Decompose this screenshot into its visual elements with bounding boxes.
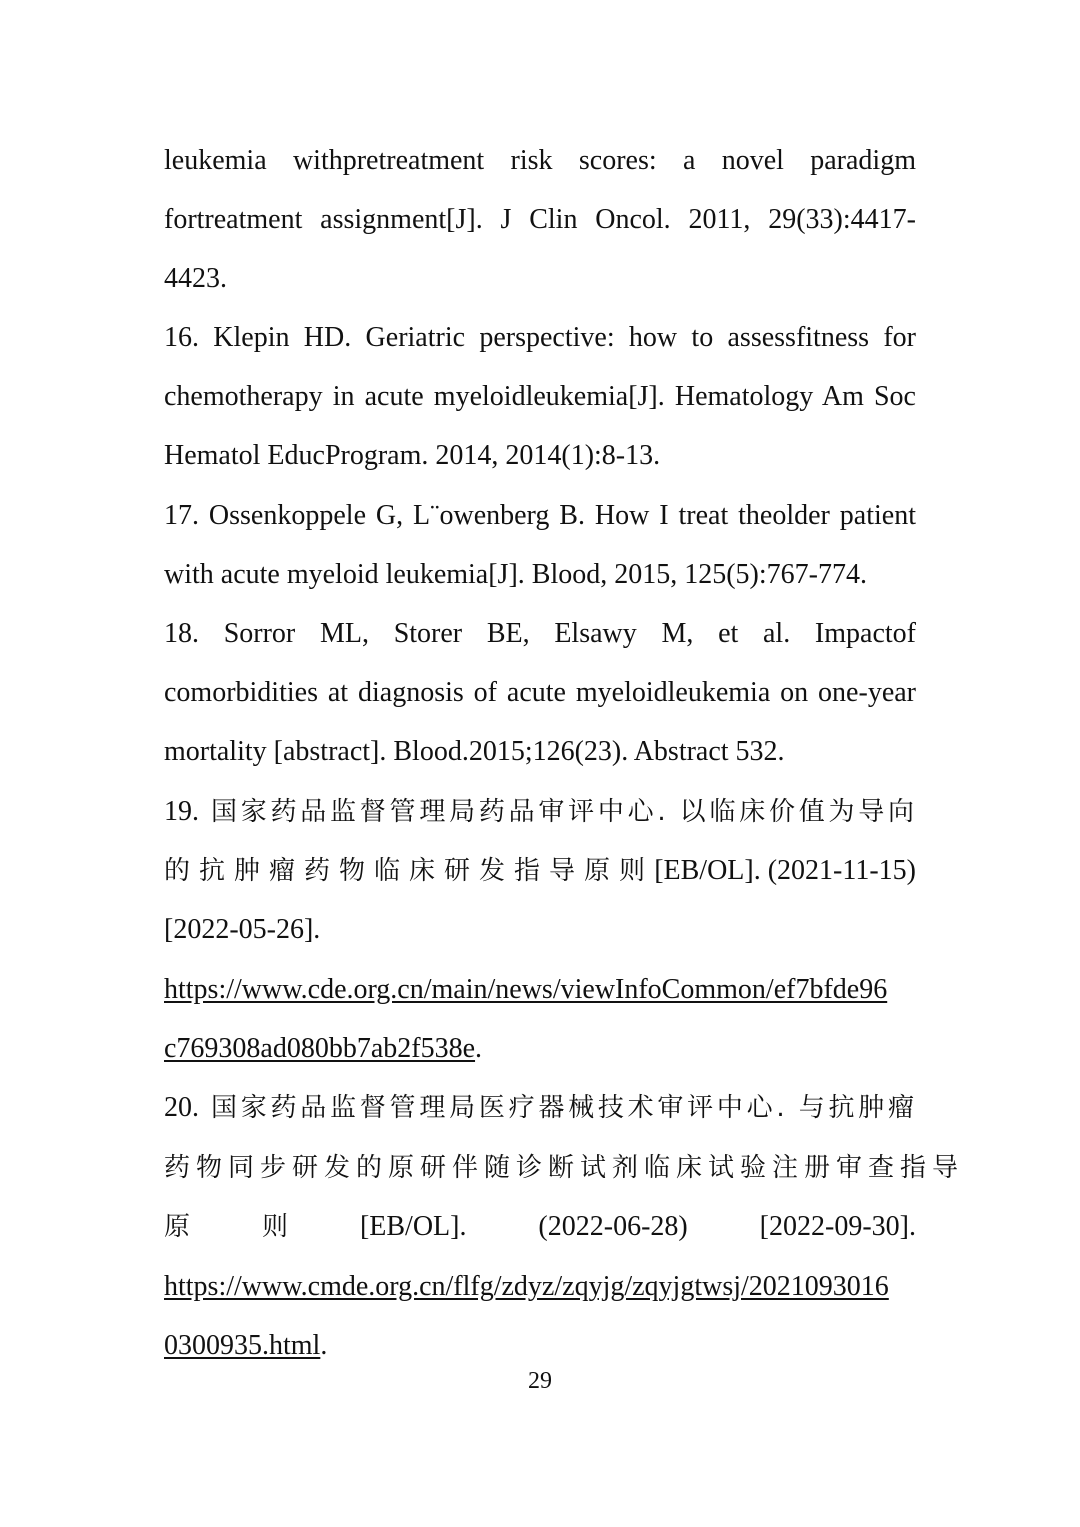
page-number: 29	[528, 1368, 552, 1394]
ref-19-guideline-cjk: 的抗肿瘤药物临床研发指导原则	[164, 856, 655, 886]
ref-20-cjk-char-1: 原	[164, 1212, 191, 1242]
ref-15-line-2: fortreatment assignment[J]. J Clin Oncol. 2011, 29(33):4417-	[164, 204, 916, 235]
ref-20-pub-date: (2022-06-28)	[538, 1211, 688, 1242]
ref-20-url-line-2[interactable]	[164, 1328, 916, 1364]
ref-20-access-date: [2022-09-30].	[759, 1211, 916, 1242]
ref-20-line-3	[164, 1209, 916, 1245]
ref-20-line-1	[164, 1090, 916, 1126]
ref-20-type: [EB/OL].	[359, 1211, 467, 1242]
ref-20-cjk-char-2: 则	[261, 1212, 288, 1242]
ref-20-number: 20.	[164, 1092, 199, 1123]
ref-17-line-2: with acute myeloid leukemia[J]. Blood, 2015, 125(5):767-774.	[164, 559, 867, 590]
ref-17-line-1: 17. Ossenkoppele G, L¨owenberg B. How I treat theolder patient	[164, 500, 916, 531]
ref-20-url-line-1[interactable]	[164, 1269, 916, 1305]
ref-19-url-line-1[interactable]	[164, 972, 916, 1008]
ref-19-line-1	[164, 794, 916, 830]
ref-20-title-cjk: 国家药品监督管理局医疗器械技术审评中心. 与抗肿瘤	[211, 1093, 916, 1123]
ref-19-number: 19.	[164, 796, 199, 827]
ref-19-access-date: [2022-05-26].	[164, 914, 321, 945]
ref-15-line-3: 4423.	[164, 263, 227, 294]
ref-19-title-cjk: 国家药品监督管理局药品审评中心. 以临床价值为导向	[211, 797, 916, 827]
ref-19-url-period: .	[475, 1033, 483, 1064]
ref-19-url-link[interactable]: https://www.cde.org.cn/main/news/viewInfoCommon/ef7bfde96	[164, 974, 888, 1005]
ref-19-url-line-2[interactable]	[164, 1031, 916, 1067]
ref-16-line-1: 16. Klepin HD. Geriatric perspective: how to assessfitness for	[164, 322, 916, 353]
ref-19-line-2	[164, 853, 916, 889]
ref-18-line-2: comorbidities at diagnosis of acute myeloidleukemia on one-year	[164, 677, 916, 708]
ref-19-publication-info: [EB/OL]. (2021-11-15)	[654, 855, 916, 886]
ref-20-line-2	[164, 1150, 965, 1186]
ref-20-url-period: .	[320, 1330, 328, 1361]
ref-16-line-3: Hematol EducProgram. 2014, 2014(1):8-13.	[164, 440, 661, 471]
ref-20-url-link[interactable]: https://www.cmde.org.cn/flfg/zdyz/zqyjg/zqyjgtwsj/2021093016	[164, 1271, 889, 1302]
ref-15-line-1: leukemia withpretreatment risk scores: a novel paradigm	[164, 145, 916, 176]
ref-16-line-2: chemotherapy in acute myeloidleukemia[J]. Hematology Am Soc	[164, 381, 916, 412]
ref-20-guideline-cjk: 药物同步研发的原研伴随诊断试剂临床试验注册审查指导	[164, 1153, 965, 1183]
ref-18-line-1: 18. Sorror ML, Storer BE, Elsawy M, et al. Impactof	[164, 618, 916, 649]
ref-19-url-link-continued[interactable]: c769308ad080bb7ab2f538e	[164, 1033, 476, 1064]
ref-18-line-3: mortality [abstract]. Blood.2015;126(23). Abstract 532.	[164, 736, 785, 767]
ref-20-url-link-continued[interactable]: 0300935.html	[164, 1330, 321, 1361]
